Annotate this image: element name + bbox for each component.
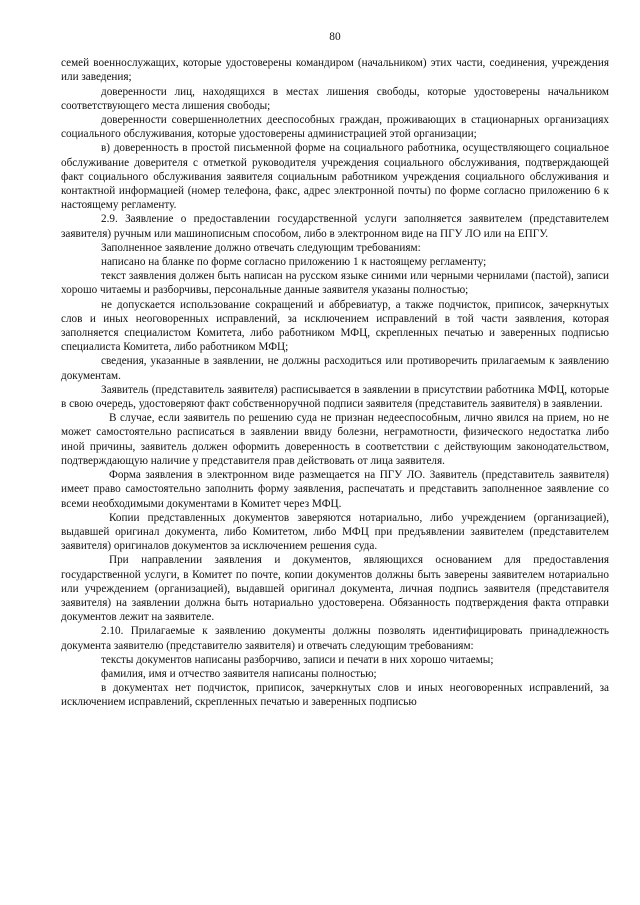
paragraph: Заявитель (представитель заявителя) расписывается в заявлении в присутствии работника МФЦ, которые в свою очередь, удостоверяют факт собственноручной подписи заявителя (представитель заявителя) в заявлении. xyxy=(61,383,609,411)
paragraph: 2.10. Прилагаемые к заявлению документы должны позволять идентифицировать принадлежность документа заявителю (представителю заявителя) и отвечать следующим требованиям: xyxy=(61,625,609,652)
paragraph: семей военнослужащих, которые удостоверены командиром (начальником) этих части, соединения, учреждения или заведения; xyxy=(61,57,609,84)
paragraph: доверенности совершеннолетних дееспособных граждан, проживающих в стационарных организациях социального обслуживания, которые удостоверены администрацией этой организации; xyxy=(61,114,609,141)
paragraph: в) доверенность в простой письменной форме на социального работника, осуществляющего социальное обслуживание доверителя с отметкой руководителя учреждения социального обслуживания, подтверждающей факт социального обслуживания заявителя социальным работником учреждения социального обслуживания и контактной информацией (номер телефона, факс, адрес электронной почты) по форме согласно приложению 6 к настоящему регламенту. xyxy=(61,142,609,212)
paragraph: 2.9. Заявление о предоставлении государственной услуги заполняется заявителем (представителем заявителя) ручным или машинописным способом, либо в электронном виде на ПГУ ЛО или на ЕПГУ. xyxy=(61,213,609,240)
page-number: 80 xyxy=(329,31,341,43)
paragraph: написано на бланке по форме согласно приложению 1 к настоящему регламенту; xyxy=(101,256,487,269)
paragraph: При направлении заявления и документов, являющихся основанием для предоставления государственной услуги, в Комитет по почте, копии документов должны быть заверены заявителем нотариально или учреждением (организацией), выдавшей оригинал документа, личная подпись заявителя (представителя заявителя) на заявлении должна быть нотариально удостоверена. Обязанность подтверждения факта отправки документов лежит на заявителе. xyxy=(61,554,609,624)
paragraph: доверенности лиц, находящихся в местах лишения свободы, которые удостоверены начальником соответствующего места лишения свободы; xyxy=(61,85,609,112)
paragraph: Форма заявления в электронном виде размещается на ПГУ ЛО. Заявитель (представитель заявителя) имеет право самостоятельно заполнить форму заявления, распечатать и представить заполненное заявление со всеми необходимыми документами в Комитет через МФЦ. xyxy=(61,469,609,510)
paragraph: не допускается использование сокращений и аббревиатур, а также подчисток, приписок, зачеркнутых слов и иных неоговоренных исправлений, за исключением исправлений в той части заявления, которая заполняется специалистом Комитета, либо работником МФЦ, скрепленных печатью и заверенных подписью специалиста Комитета, либо работником МФЦ; xyxy=(61,298,609,354)
paragraph: сведения, указанные в заявлении, не должны расходиться или противоречить прилагаемым к заявлению документам. xyxy=(61,355,609,382)
paragraph: тексты документов написаны разборчиво, записи и печати в них хорошо читаемы; xyxy=(101,653,494,666)
paragraph: Копии представленных документов заверяются нотариально, либо учреждением (организацией), выдавшей оригинал документа, либо Комитетом, либо МФЦ при предъявлении заявителем (представителем заявителя) оригиналов документов за исключением решения суда. xyxy=(61,511,609,553)
paragraph: текст заявления должен быть написан на русском языке синими или черными чернилами (пастой), записи хорошо читаемы и разборчивы, персональные данные заявителя указаны полностью; xyxy=(61,270,609,297)
document-page xyxy=(61,30,609,900)
paragraph: В случае, если заявитель по решению суда не признан недееспособным, лично явился на прием, но не может самостоятельно расписаться в заявлении ввиду болезни, неграмотности, физического недостатка либо иной причины, заявитель должен оформить доверенность в соответствии с действующим законодательством, подтверждающую наличие у представителя прав действовать от лица заявителя. xyxy=(61,412,609,467)
paragraph: Заполненное заявление должно отвечать следующим требованиям: xyxy=(101,241,421,254)
document-body xyxy=(61,56,609,709)
paragraph: фамилия, имя и отчество заявителя написаны полностью; xyxy=(101,667,377,680)
paragraph: в документах нет подчисток, приписок, зачеркнутых слов и иных неоговоренных исправлений, за исключением исправлений, скрепленных печатью и заверенных подписью xyxy=(61,682,609,709)
